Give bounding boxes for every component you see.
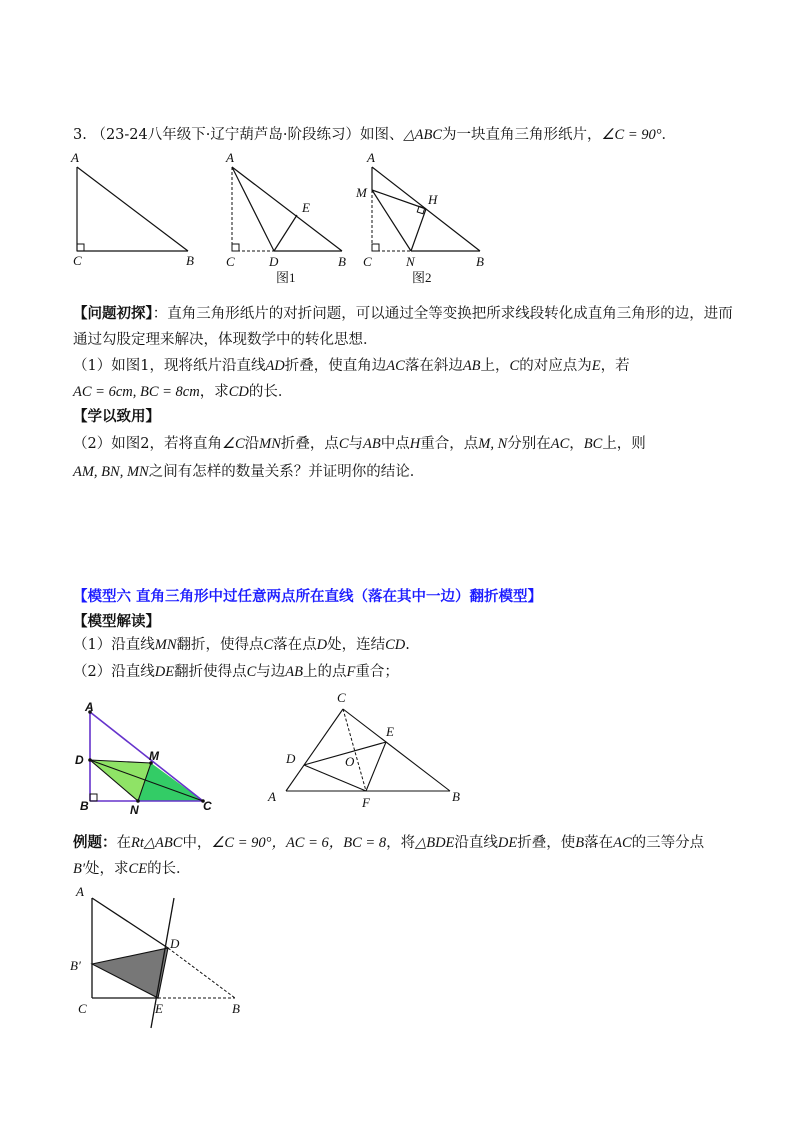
text: 处，求 <box>85 861 129 877</box>
text: 上， <box>480 358 510 374</box>
math: C <box>263 637 274 653</box>
label-c: C <box>78 1001 87 1016</box>
label-a: A <box>76 884 84 899</box>
label-b: B <box>232 1001 240 1016</box>
math: MN <box>154 637 177 653</box>
label-f: F <box>362 795 370 810</box>
math: B′ <box>73 861 86 877</box>
text: 翻折，使得点 <box>176 637 264 653</box>
text: （2）如图2，若将直角 <box>73 436 222 452</box>
text: 的三等分点 <box>631 835 705 851</box>
math: BC <box>583 436 603 452</box>
apply-title: 【学以致用】 <box>73 408 160 425</box>
label-c: C <box>337 690 346 705</box>
label-d: D <box>75 753 84 767</box>
text: 之间有怎样的数量关系？并证明你的结论． <box>148 464 425 480</box>
math: AC <box>550 436 570 452</box>
example-line-1 <box>73 831 704 852</box>
math: H <box>409 436 421 452</box>
label-d: D <box>269 254 279 269</box>
text: 通过勾股定理来解决，体现数学中的转化思想． <box>73 332 378 348</box>
label-e: E <box>155 1001 163 1016</box>
text: 如图、 <box>359 127 404 143</box>
math: C <box>509 358 520 374</box>
text: . <box>405 637 410 653</box>
text: 落在点 <box>273 637 317 653</box>
text: 折叠，点 <box>280 436 339 452</box>
model-item-1 <box>73 633 410 654</box>
text: 分别在 <box>507 436 551 452</box>
text: 上，则 <box>602 436 646 452</box>
triangle-abc: △ABC <box>403 127 443 143</box>
text: 中点 <box>380 436 410 452</box>
label-a: A <box>226 150 234 165</box>
text: 在 <box>116 835 131 851</box>
math: D <box>316 637 328 653</box>
text: 处，连结 <box>327 637 386 653</box>
math: DE <box>154 664 175 680</box>
text: ， <box>569 436 584 452</box>
text: 落在 <box>584 835 614 851</box>
math: ∠C = 90°，AC = 6，BC = 8 <box>211 835 387 851</box>
model-figure-2 <box>262 685 472 810</box>
figure-1-caption: 图1 <box>276 270 296 285</box>
model-item-2 <box>73 660 399 681</box>
question-2-line-2 <box>73 460 424 481</box>
math: AB <box>285 664 303 680</box>
text: ：直角三角形纸片的对折问题，可以通过全等变换把所求线段转化成直角三角形的边，进而 <box>152 306 733 322</box>
model-title: 【模型六 直角三角形中过任意两点所在直线（落在其中一边）翻折模型】 <box>73 588 543 605</box>
question-1-line-1 <box>73 354 630 375</box>
label-a: A <box>85 700 94 714</box>
label-b: B <box>338 254 346 269</box>
math: AC = 6cm, BC = 8cm <box>73 384 200 400</box>
figure-2-caption: 图2 <box>412 270 432 285</box>
label-e: E <box>386 724 394 739</box>
shaded-triangle <box>92 948 168 998</box>
text: 沿 <box>244 436 260 452</box>
text: 中， <box>182 835 212 851</box>
math: C <box>338 436 349 452</box>
math: E <box>591 358 601 374</box>
label-d: D <box>286 751 296 766</box>
explore-line-1 <box>73 302 733 323</box>
math: AD <box>265 358 285 374</box>
explore-title: 【问题初探】 <box>73 305 153 322</box>
text: 的对应点为 <box>519 358 592 374</box>
text: ． <box>661 127 677 143</box>
label-n: N <box>130 803 139 817</box>
math: M, N <box>478 436 508 452</box>
problem-header <box>73 123 676 144</box>
problem-number: 3. <box>73 127 87 143</box>
math: CD <box>228 384 249 400</box>
label-c: C <box>73 253 82 268</box>
math: CE <box>128 861 148 877</box>
text: 与边 <box>256 664 286 680</box>
text: ，将 <box>386 835 416 851</box>
label-b: B <box>452 789 460 804</box>
label-b: B <box>186 253 194 268</box>
text: 重合，点 <box>420 436 479 452</box>
model-figure-1 <box>70 700 220 820</box>
example-label: 例题： <box>73 834 117 851</box>
label-h: H <box>428 192 438 207</box>
angle-c: ∠C = 90° <box>601 127 662 143</box>
label-n: N <box>406 254 415 269</box>
math: DE <box>497 835 518 851</box>
text: （1）沿直线 <box>73 637 155 653</box>
math: ∠C <box>221 436 245 452</box>
text: 落在斜边 <box>404 358 463 374</box>
figure-1 <box>218 150 358 290</box>
label-m: M <box>149 749 159 763</box>
text: 沿直线 <box>454 835 498 851</box>
math: AM, BN, MN <box>73 464 149 480</box>
text: （1）如图1，现将纸片沿直线 <box>73 358 266 374</box>
text: ，若 <box>600 358 630 374</box>
example-line-2 <box>73 857 191 878</box>
math: MN <box>259 436 281 452</box>
label-a: A <box>71 150 79 165</box>
text: 为一块直角三角形纸片， <box>442 127 602 143</box>
example-figure <box>70 880 270 1030</box>
math: CD <box>385 637 406 653</box>
text: 折叠，使 <box>517 835 576 851</box>
label-b: B <box>476 254 484 269</box>
text: 的长． <box>147 861 191 877</box>
question-2-line-1 <box>73 432 646 453</box>
math: B <box>575 835 585 851</box>
label-o: O <box>345 754 355 769</box>
text: 折叠，使直角边 <box>284 358 387 374</box>
text: ，求 <box>199 384 229 400</box>
figure-triangle-abc <box>60 150 210 270</box>
label-a: A <box>367 150 375 165</box>
math: C <box>246 664 257 680</box>
label-d: D <box>170 936 180 951</box>
question-1-line-2 <box>73 380 292 401</box>
text: 重合； <box>355 664 399 680</box>
text: 上的点 <box>302 664 347 680</box>
label-a: A <box>268 789 276 804</box>
math: AC <box>613 835 632 851</box>
explore-line-2 <box>73 328 378 349</box>
text: 翻折使得点 <box>174 664 247 680</box>
math: Rt△ABC <box>131 835 183 851</box>
math: F <box>346 664 356 680</box>
label-c: C <box>226 254 235 269</box>
model-explain-title: 【模型解读】 <box>73 613 160 630</box>
math: AB <box>363 436 381 452</box>
label-c: C <box>203 799 212 813</box>
label-b: B <box>80 799 89 813</box>
label-e: E <box>302 200 310 215</box>
math: AC <box>386 358 405 374</box>
label-m: M <box>356 185 367 200</box>
label-b-prime: B′ <box>70 958 81 973</box>
figure-2 <box>355 150 505 290</box>
problem-source: （23-24八年级下·辽宁葫芦岛·阶段练习） <box>91 127 360 143</box>
label-c: C <box>363 254 372 269</box>
text: （2）沿直线 <box>73 664 155 680</box>
text: 的长． <box>248 384 293 400</box>
math: △BDE <box>415 835 455 851</box>
text: 与 <box>348 436 364 452</box>
math: AB <box>462 358 481 374</box>
